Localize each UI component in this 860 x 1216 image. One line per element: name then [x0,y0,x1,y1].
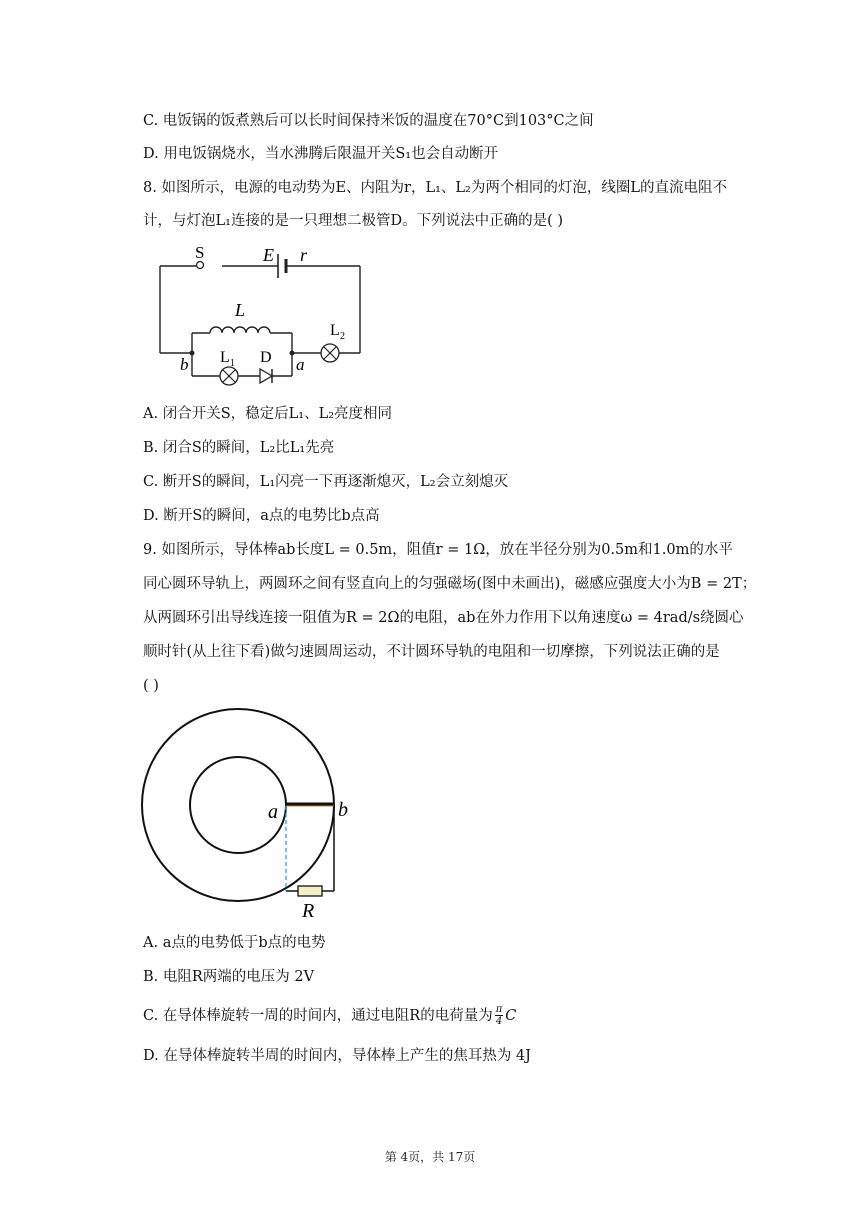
q9-option-c-text: C. 在导体棒旋转一周的时间内，通过电阻R的电荷量为 [143,1007,493,1024]
label-b: b [338,799,348,821]
q8-option-a: A. 闭合开关S，稳定后L₁、L₂亮度相同 [143,406,393,422]
diode-icon [260,369,272,383]
q9-stem-line5: ( ) [143,678,159,694]
q9-stem-line3: 从两圆环引出导线连接一阻值为R = 2Ω的电阻，ab在外力作用下以角速度ω = 4rad/s绕圆心 [143,610,744,626]
q8-circuit-diagram [150,238,370,388]
q9-option-c [143,1004,516,1027]
switch-pivot [197,262,204,269]
fraction-denominator: 4 [495,1016,503,1027]
q9-ring-diagram [138,705,378,925]
q8-option-b: B. 闭合S的瞬间，L₂比L₁先亮 [143,440,335,456]
label-l: L [235,300,246,320]
q9-option-d: D. 在导体棒旋转半周的时间内，导体棒上产生的焦耳热为 4J [143,1048,531,1064]
q9-option-a: A. a点的电势低于b点的电势 [143,935,326,951]
q7-option-d: D. 用电饭锅烧水，当水沸腾后限温开关S₁也会自动断开 [143,146,499,162]
q9-stem-line2: 同心圆环导轨上，两圆环之间有竖直向上的匀强磁场(图中未画出)，磁感应强度大小为B = 2T； [143,576,757,592]
label-r: r [300,245,308,265]
label-b: b [180,355,189,374]
q8-stem-line1: 8. 如图所示，电源的电动势为E、内阻为r，L₁、L₂为两个相同的灯泡，线圈L的直流电阻不 [143,180,727,196]
label-s: S [195,243,205,262]
label-l1: L [220,349,230,366]
q9-option-c-unit: C [505,1007,517,1024]
label-l1-sub: 1 [230,358,235,369]
junction-a-dot [290,351,295,356]
q7-option-c: C. 电饭锅的饭煮熟后可以长时间保持米饭的温度在70°C到103°C之间 [143,113,594,129]
q8-option-c: C. 断开S的瞬间，L₁闪亮一下再逐渐熄灭，L₂会立刻熄灭 [143,474,509,490]
junction-b-dot [190,351,195,356]
q8-option-d: D. 断开S的瞬间，a点的电势比b点高 [143,508,380,524]
label-l2: L [330,322,340,339]
page-footer: 第 4页，共 17页 [384,1150,476,1164]
q8-stem-line2: 计，与灯泡L₁连接的是一只理想二极管D。下列说法中正确的是( ) [143,213,563,229]
label-a: a [296,355,305,374]
q9-option-b: B. 电阻R两端的电压为 2V [143,969,315,985]
q9-stem-line4: 顺时针(从上往下看)做匀速圆周运动，不计圆环导轨的电阻和一切摩擦，下列说法正确的是 [143,644,720,660]
label-r: R [302,900,315,922]
resistor-r-icon [298,886,322,896]
label-e: E [263,245,274,265]
fraction-numerator: π [495,1004,503,1015]
inductor-coil-icon [210,327,270,333]
q9-stem-line1: 9. 如图所示，导体棒ab长度L = 0.5m，阻值r = 1Ω，放在半径分别为0.5m和1.0m的水平 [143,542,733,558]
label-d: D [260,349,272,366]
label-a: a [268,801,278,823]
label-l2-sub: 2 [340,331,345,342]
q9-option-c-fraction [495,1004,504,1027]
